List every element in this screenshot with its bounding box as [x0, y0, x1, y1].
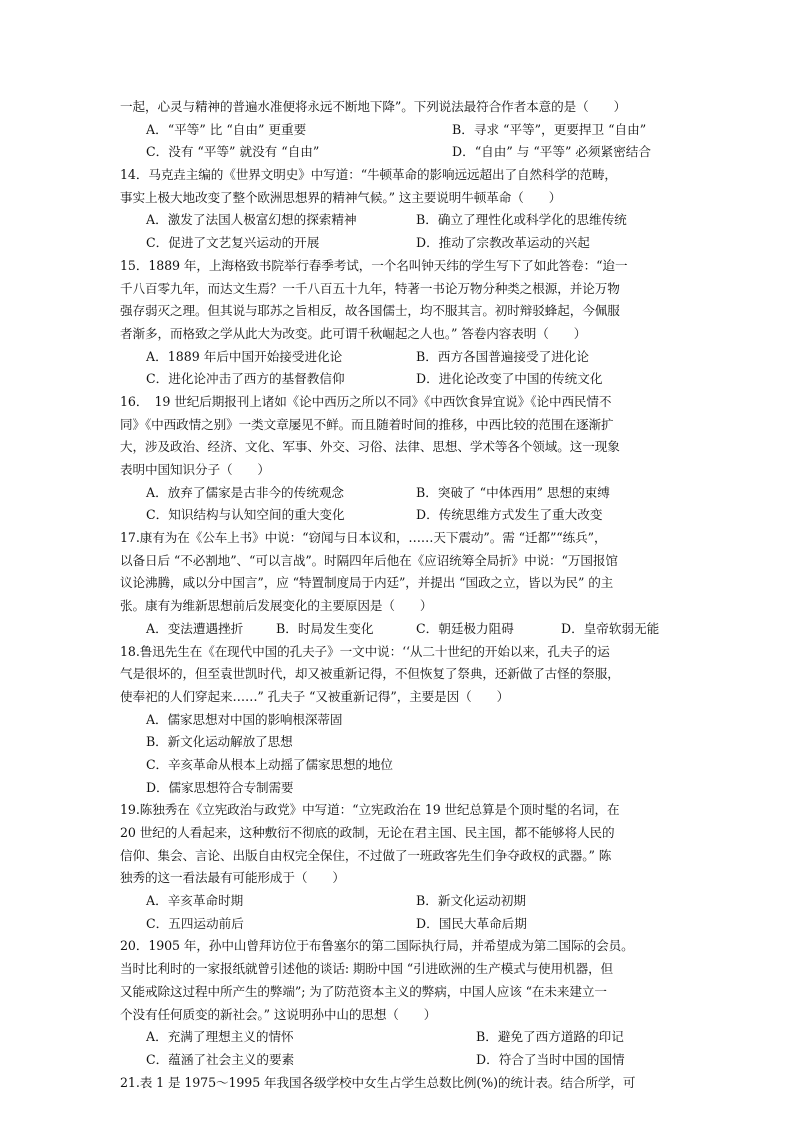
q20-stem-line-4: 个没有任何质变的新社会。” 这说明孙中山的思想（ ）: [120, 1006, 437, 1022]
q14-options-row-1: [120, 209, 686, 232]
q17-option-d[interactable]: D．皇帝软弱无能: [561, 620, 660, 636]
q19-options-row-1: [120, 890, 686, 913]
exam-page: [120, 96, 686, 1094]
q15-stem-line-1: 15．1889 年，上海格致书院举行春季考试，一个名叫钟天纬的学生写下了如此答卷：“迨一: [120, 257, 628, 273]
q18-stem-line-2: 气是很坏的，但至袁世凯时代，却又被重新记得，不但恢复了祭典，还新做了古怪的祭服，: [120, 666, 620, 682]
q20-option-a[interactable]: A．充满了理想主义的情怀: [146, 1029, 294, 1045]
q14-stem-line-1: 14．马克垚主编的《世界文明史》中写道：“牛顿革命的影响远远超出了自然科学的范畴，: [120, 167, 617, 183]
q17-stem-line-4: 张。康有为维新思想前后发展变化的主要原因是（ ）: [120, 598, 433, 614]
q18-option-a[interactable]: A．儒家思想对中国的影响根深蒂固: [146, 711, 343, 727]
q20-stem-line-2: 当时比利时的一家报纸就曾引述他的谈话: 期盼中国 “引进欧洲的生产模式与使用机器，但: [120, 961, 614, 977]
q19-stem-line-3: 信仰、集会、言论、出版自由权完全保住，不过做了一班政客先生们争夺政权的武器。” 陈: [120, 847, 612, 863]
q17-stem-line-3: 议论沸腾，咸以分中国言”，应 “特置制度局于内廷”，并提出 “国政之立，皆以为民” 的主: [120, 575, 614, 591]
q16-option-b[interactable]: B．突破了 “中体西用” 思想的束缚: [416, 484, 610, 500]
q16-stem-line-1: 16． 19 世纪后期报刊上诸如《论中西历之所以不同》《中西饮食异宜说》《论中西民情不: [120, 393, 612, 409]
q19-option-c[interactable]: C．五四运动前后: [146, 915, 244, 931]
q15-options-row-1: [120, 346, 686, 369]
q16-stem-line-3: 大，涉及政治、经济、文化、军事、外交、习俗、法律、思想、学术等各个领域。这一现象: [120, 439, 620, 455]
q13-option-c[interactable]: C．没有 “平等” 就没有 “自由”: [146, 144, 320, 160]
q18-option-c[interactable]: C．辛亥革命从根本上动摇了儒家思想的地位: [146, 756, 393, 772]
q20-option-d[interactable]: D．符合了当时中国的国情: [476, 1051, 625, 1067]
q13-option-b[interactable]: B．寻求 “平等”，更要捍卫 “自由”: [452, 121, 647, 137]
q15-options-row-2: [120, 368, 686, 391]
q16-option-a[interactable]: A．放弃了儒家是古非今的传统观念: [146, 484, 345, 500]
q19-option-b[interactable]: B．新文化运动初期: [416, 893, 527, 909]
q19-option-d[interactable]: D．国民大革命后期: [416, 915, 527, 931]
q13-option-a[interactable]: A．“平等” 比 “自由” 更重要: [146, 121, 307, 137]
q18-option-d[interactable]: D．儒家思想符合专制需要: [146, 779, 294, 795]
q14-stem-line-2: 事实上极大地改变了整个欧洲思想界的精神气候。” 这主要说明牛顿革命（ ）: [120, 189, 562, 205]
q19-stem-line-2: 20 世纪的人看起来，这种敷衍不彻底的政制，无论在君主国、民主国，都不能够将人民的: [120, 825, 615, 840]
q15-stem-line-2: 千八百零九年，而达文生焉？一千八百五十九年，特著一书论万物分种类之根源，并论万物: [120, 280, 620, 296]
q15-stem-line-3: 强存弱灭之理。但其说与耶苏之旨相反，故各国儒士，均不服其言。初时辩驳蜂起，今佩服: [120, 303, 620, 319]
q21-stem-line-1: 21.表 1 是 1975～1995 年我国各级学校中女生占学生总数比例(%)的统计表。结合所学，可: [120, 1074, 636, 1090]
q15-stem-line-4: 者渐多，而格致之学从此大为改变。此可谓千秋崛起之人也。” 答卷内容表明（ ）: [120, 325, 587, 341]
q14-option-c[interactable]: C．促进了文艺复兴运动的开展: [146, 235, 320, 251]
q16-stem-line-4: 表明中国知识分子（ ）: [120, 462, 270, 477]
q20-options-row-1: [120, 1026, 686, 1049]
q20-stem-line-3: 又能戒除这过程中所产生的弊端”; 为了防范资本主义的弊病，中国人应该 “在未来建立一: [120, 983, 607, 999]
q14-options-row-2: [120, 232, 686, 255]
q17-option-c[interactable]: C．朝廷极力阻碍: [416, 620, 514, 636]
q20-stem-line-1: 20．1905 年，孙中山曾拜访位于布鲁塞尔的第二国际执行局，并希望成为第二国际的会员。: [120, 938, 634, 954]
q19-stem-line-1: 19.陈独秀在《立宪政治与政党》中写道：“立宪政治在 19 世纪总算是个顶时髦的名词，在: [120, 802, 620, 818]
q13-stem-end: 一起，心灵与精神的普遍水准便将永远不断地下降”。下列说法最符合作者本意的是（ ）: [120, 99, 627, 114]
q18-stem-line-1: 18.鲁迅先生在《在现代中国的孔夫子》一文中说：‘‘从二十世纪的开始以来，孔夫子的运: [120, 643, 610, 659]
q13-options-row-2: [120, 141, 686, 164]
q17-stem-line-1: 17.康有为在《公车上书》中说：“窃闻与日本议和，……天下震动”。需 “迁都”“练兵”，: [120, 530, 607, 546]
q17-option-a[interactable]: A．变法遭遇挫折: [146, 620, 244, 636]
q13-options-row-1: [120, 119, 686, 142]
q20-option-b[interactable]: B．避免了西方道路的印记: [476, 1029, 624, 1045]
q15-option-a[interactable]: A．1889 年后中国开始接受进化论: [146, 348, 343, 364]
q17-option-b[interactable]: B．时局发生变化: [276, 620, 374, 636]
q15-option-b[interactable]: B．西方各国普遍接受了进化论: [416, 348, 589, 364]
q14-option-b[interactable]: B．确立了理性化或科学化的思维传统: [416, 212, 627, 228]
q13-option-d[interactable]: D．“自由” 与 “平等” 必须紧密结合: [452, 144, 651, 160]
q14-option-a[interactable]: A．激发了法国人极富幻想的探索精神: [146, 212, 357, 228]
q15-option-d[interactable]: D．进化论改变了中国的传统文化: [416, 371, 603, 387]
q18-stem-line-3: 使奉祀的人们穿起来……” 孔夫子 “又被重新记得”，主要是因（ ）: [120, 688, 510, 704]
q19-stem-line-4: 独秀的这一看法最有可能形成于（ ）: [120, 870, 345, 886]
q17-stem-line-2: 以备日后 “不必割地”、“可以言战”。时隔四年后他在《应诏统筹全局折》中说：“万国报馆: [120, 552, 618, 568]
q15-option-c[interactable]: C．进化论冲击了西方的基督教信仰: [146, 371, 345, 387]
q19-option-a[interactable]: A．辛亥革命时期: [146, 893, 244, 909]
q16-options-row-2: [120, 504, 686, 527]
q20-options-row-2: [120, 1049, 686, 1072]
q16-stem-line-2: 同》《中西政情之别》一类文章屡见不鲜。而且随着时间的推移，中西比较的范围在逐渐扩: [120, 416, 614, 432]
q16-option-d[interactable]: D．传统思维方式发生了重大改变: [416, 507, 603, 523]
q19-options-row-2: [120, 913, 686, 936]
q17-options-row: [120, 618, 686, 641]
q16-option-c[interactable]: C．知识结构与认知空间的重大变化: [146, 507, 345, 523]
q18-option-b[interactable]: B．新文化运动解放了思想: [146, 734, 293, 750]
q14-option-d[interactable]: D．推动了宗教改革运动的兴起: [416, 235, 590, 251]
q16-options-row-1: [120, 482, 686, 505]
q20-option-c[interactable]: C．蕴涵了社会主义的要素: [146, 1051, 295, 1067]
